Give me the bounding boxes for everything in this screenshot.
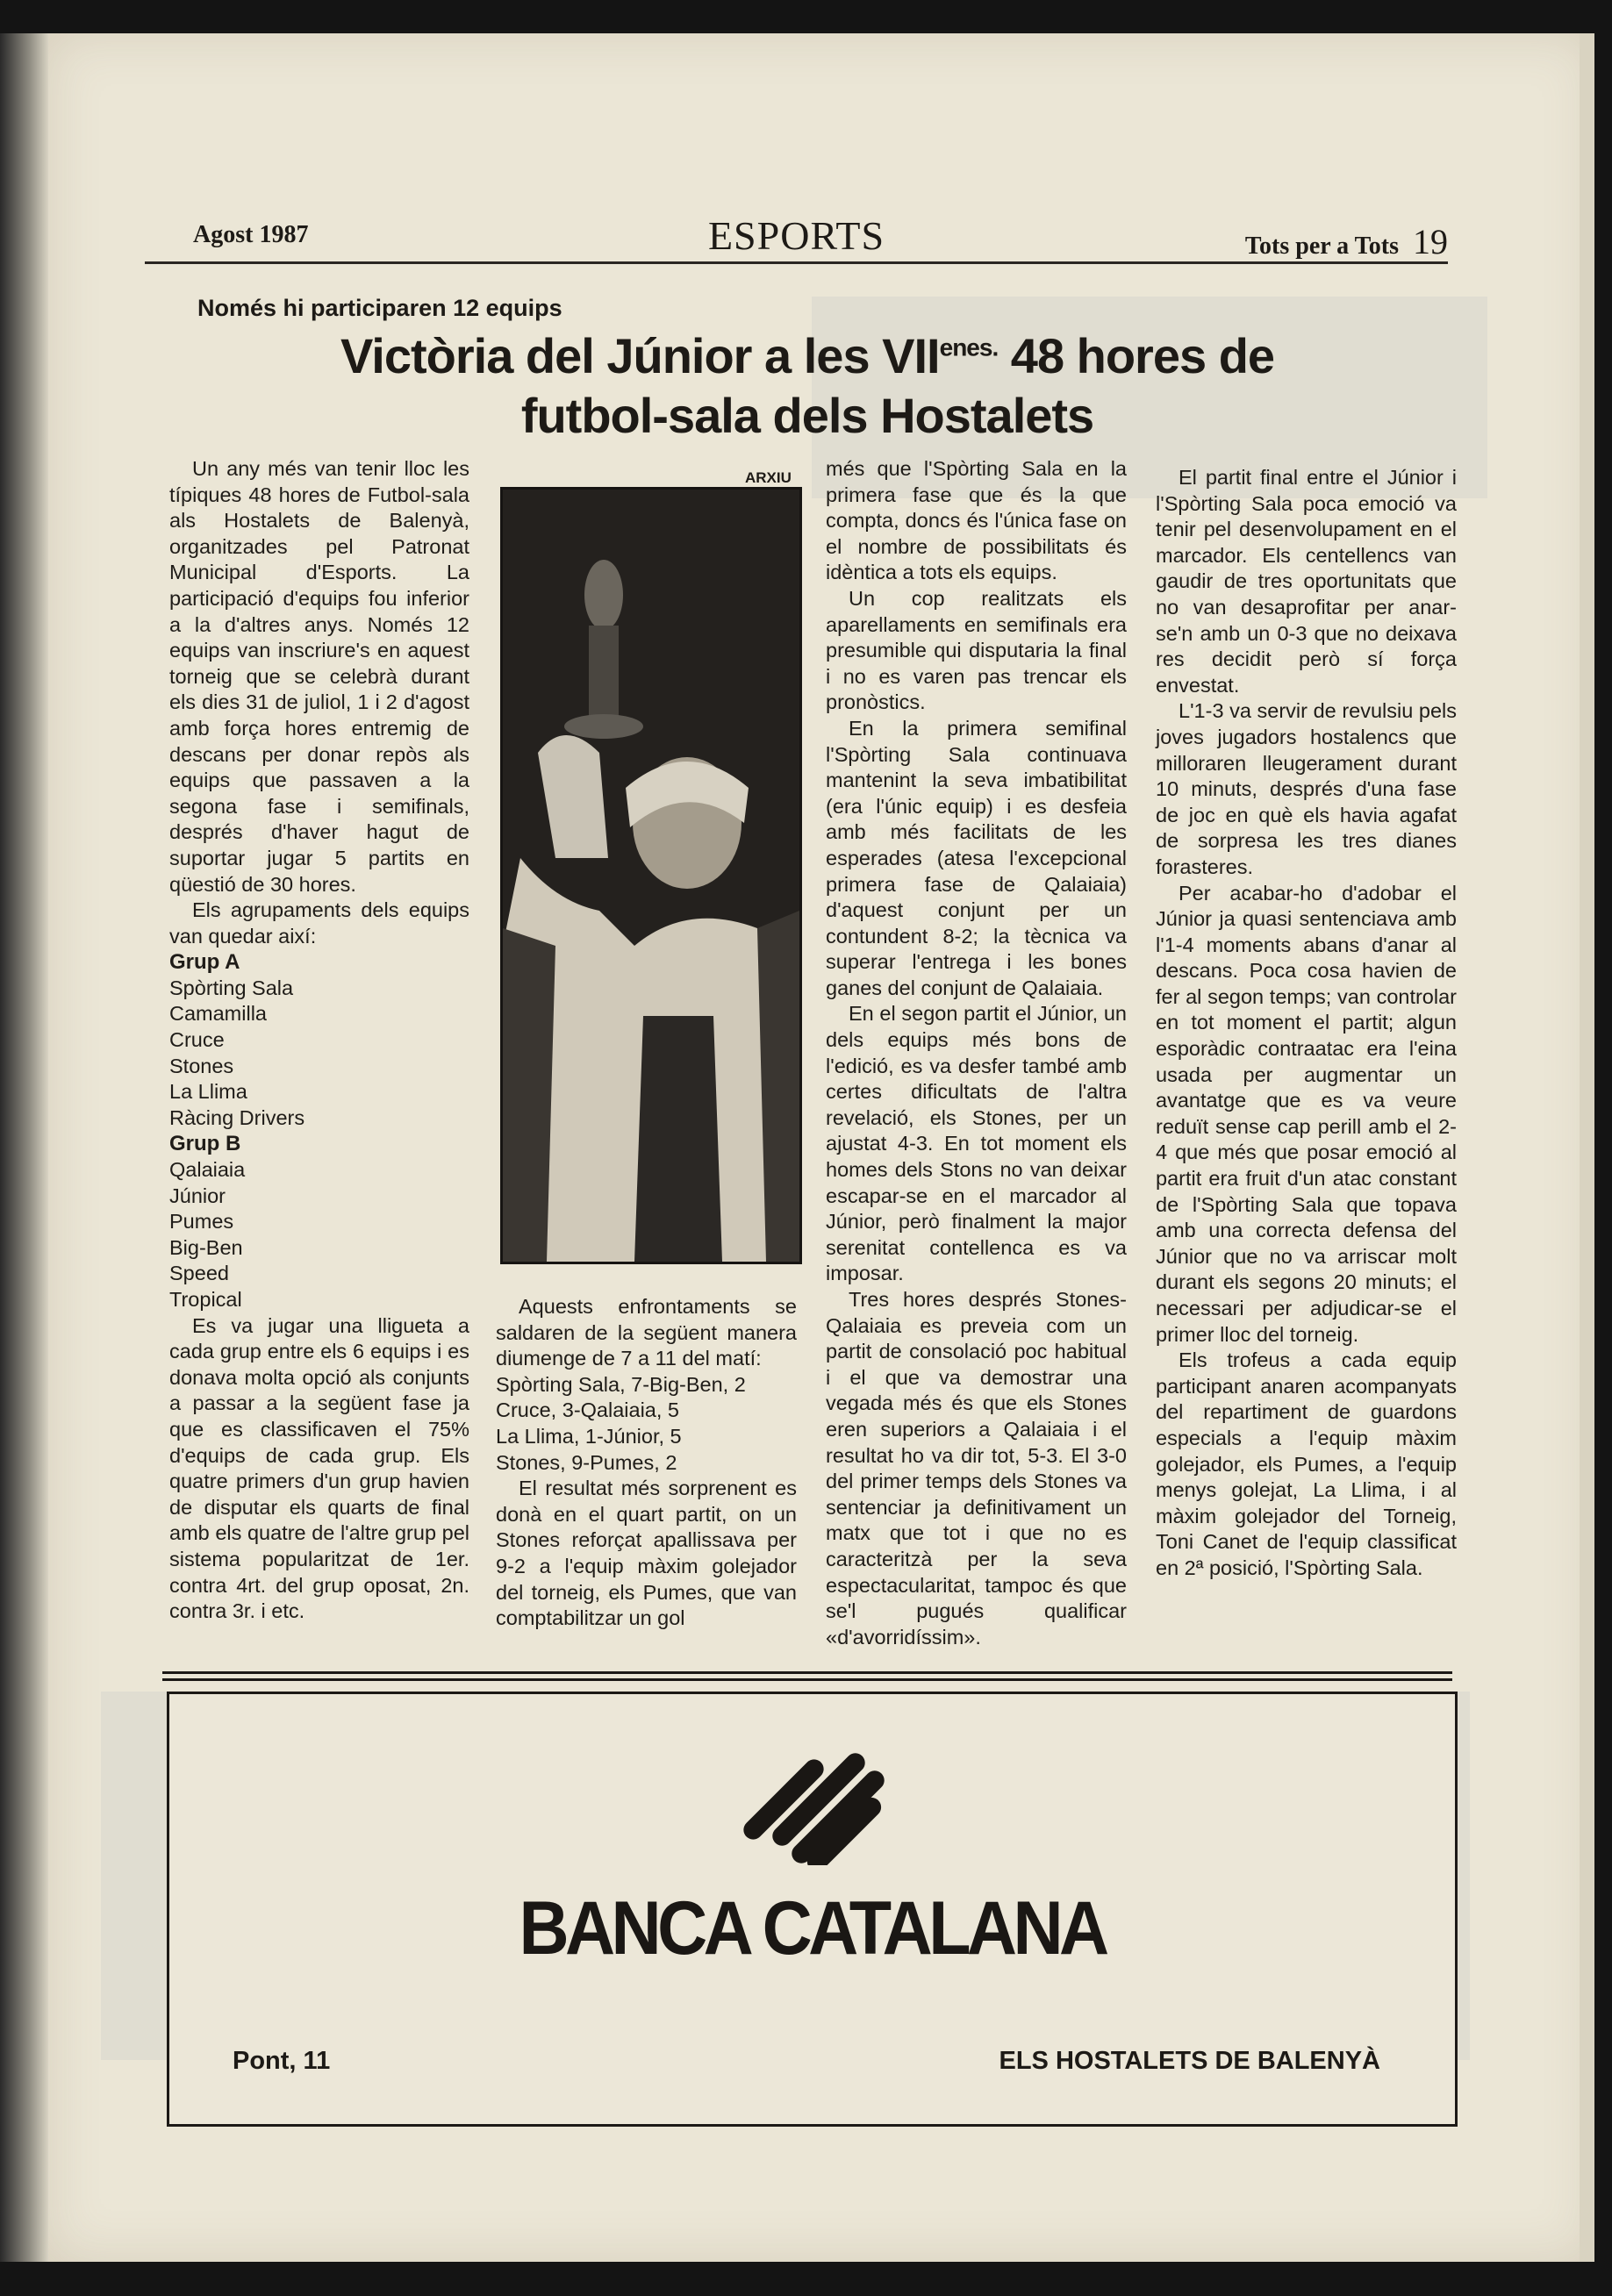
list-item: Speed — [169, 1262, 229, 1285]
section-title: ESPORTS — [707, 213, 885, 258]
paragraph: El partit final entre el Júnior i l'Spòrting Sala poca emoció va tenir pel desenvolupament en el marcador. Els centellencs van gaudir de tres oportunitats que no van desaprofitar per anar-se'n amb un 0-3 que no deixava res decidit però sí força envestat. — [1156, 466, 1457, 697]
paragraph: Aquests enfrontaments se saldaren de la següent manera diumenge de 7 a 11 del matí: — [496, 1295, 797, 1370]
trophy-photo — [500, 487, 802, 1264]
list-item: Tropical — [169, 1288, 242, 1311]
list-item: Spòrting Sala, 7-Big-Ben, 2 — [496, 1372, 746, 1396]
list-item: La Llima — [169, 1080, 247, 1104]
list-item: Stones, 9-Pumes, 2 — [496, 1450, 677, 1474]
list-item: La Llima, 1-Júnior, 5 — [496, 1424, 682, 1448]
bank-town: ELS HOSTALETS DE BALENYÀ — [999, 2047, 1380, 2075]
publication-info — [1245, 221, 1448, 262]
paragraph: Un cop realitzats els aparellaments en semifinals era presumible qui disputaria la final i no es varen pas trencar els pronòstics. — [826, 586, 1127, 714]
paragraph: Es va jugar una lligueta a cada grup entre els 6 equips i es donava molta opció als conjunts a passar a la següent fase ja que es classificaven el 75% d'equips de cada grup. Els quatre primers d'un grup havien de disputar els quarts de final amb els quatre de l'altre grup pel sistema popularitzat de 1er. contra 4rt. del grup oposat, 2n. contra 3r. i etc. — [169, 1313, 469, 1623]
paragraph: L'1-3 va servir de revulsiu pels joves jugadors hostalencs que milloraren lleugerament durant 10 minuts, després d'una fase de joc en què els havia agafat de sorpresa les tres dianes forasteres. — [1156, 699, 1457, 878]
divider-rules — [162, 1671, 1452, 1685]
list-item: Spòrting Sala — [169, 976, 294, 999]
headline-text-3: futbol-sala dels Hostalets — [520, 388, 1094, 443]
group-a-title: Grup A — [169, 950, 240, 975]
list-item: Cruce, 3-Qalaiaia, 5 — [496, 1398, 679, 1422]
paragraph: Els agrupaments dels equips van quedar així: — [169, 898, 469, 948]
group-a-list — [169, 949, 469, 1131]
issue-date: Agost 1987 — [193, 221, 309, 248]
paragraph: En la primera semifinal l'Spòrting Sala continuava mantenint la seva imbatibilitat (era l'únic equip) i es desfeia amb més facilitats de les esperades (atesa l'excepcional primera fase de Qalaiaia) d'aquest conjunt per un contundent 8-2; la tècnica va superar l'entrega i les bones ganes del conjunt de Qalaiaia. — [826, 716, 1127, 999]
article-column-2 — [496, 1294, 797, 1632]
list-item: Stones — [169, 1054, 234, 1077]
list-item: Cruce — [169, 1028, 225, 1052]
group-b-list — [169, 1131, 469, 1313]
paragraph: El resultat més sorprenent es donà en el quart partit, on un Stones reforçat apallissava per 9-2 a l'equip màxim golejador del torneig, els Pumes, que van comptabilitzar un gol — [496, 1477, 797, 1630]
bank-advertisement — [167, 1692, 1458, 2127]
list-item: Camamilla — [169, 1002, 267, 1026]
bank-address: Pont, 11 — [233, 2047, 331, 2075]
paragraph: més que l'Spòrting Sala en la primera fase que és la que compta, doncs és l'única fase on el nombre de possibilitats és idèntica a tots els equips. — [826, 457, 1127, 584]
list-item: Pumes — [169, 1210, 234, 1234]
bank-name: BANCA CATALANA — [519, 1886, 1106, 1971]
banca-catalana-logo-icon — [738, 1742, 887, 1865]
list-item: Ràcing Drivers — [169, 1105, 305, 1129]
article-column-1 — [169, 456, 469, 1625]
article-headline — [193, 326, 1422, 446]
binding-spine — [0, 33, 48, 2262]
article-kicker: Només hi participaren 12 equips — [197, 295, 562, 321]
paragraph: Els trofeus a cada equip participant anaren acompanyats del repartiment de guardons especials a l'equip màxim golejador, els Pumes, a l'equip menys golejat, La Llima, i al màxim golejador del Torneig, Toni Canet de l'equip classificat en 2ª posició, l'Spòrting Sala. — [1156, 1348, 1457, 1579]
page-number: 19 — [1413, 222, 1448, 261]
group-b-title: Grup B — [169, 1132, 241, 1156]
article-column-4 — [1156, 465, 1457, 1582]
list-item: Big-Ben — [169, 1235, 243, 1259]
list-item: Qalaiaia — [169, 1158, 246, 1182]
paragraph: Tres hores després Stones-Qalaiaia es preveia com un partit de consolació poc habitual i el que va demostrar una vegada més és que els Stones eren superiors a Qalaiaia i el resultat ho va dir tot, 5-3. El 3-0 del primer temps dels Stones va sentenciar ja definitivament un matx que tot i que no es caracteritzà per la seva espectacularitat, tampoc és que se'l pugués qualificar «d'avorridíssim». — [826, 1288, 1127, 1649]
headline-text-2: 48 hores de — [998, 328, 1275, 383]
paragraph: Un any més van tenir lloc les típiques 48 hores de Futbol-sala als Hostalets de Balenyà, organitzades pel Patronat Municipal d'Esports. La participació d'equips fou inferior a la d'altres anys. Només 12 equips van inscriure's en aquest torneig que se celebrà durant els dies 31 de juliol, 1 i 2 d'agost amb força hores entremig de descans per donar repòs als equips que passaven a la segona fase i semifinals, després d'haver hagut de suportar jugar 5 partits en qüestió de 30 hores. — [169, 457, 469, 896]
article-column-3 — [826, 456, 1127, 1650]
page-edge — [1580, 33, 1594, 2262]
publication-name: Tots per a Tots — [1244, 232, 1399, 260]
paragraph: Per acabar-ho d'adobar el Júnior ja quasi sentenciava amb l'1-4 moments abans d'anar al descans. Poca cosa havien de fer al segon temps; van controlar en tot moment el partit; algun esporàdic contraatac era l'eina usada per augmentar un avantatge que es va veure reduït sense cap perill amb el 2-4 que més que posar emoció al partit era fruit d'un atac constant de l'Spòrting Sala que topava amb una correcta defensa del Júnior que no va arriscar molt durant els segons 20 minuts; el necessari per adjudicar-se el primer lloc del torneig. — [1156, 881, 1457, 1346]
headline-text-1: Victòria del Júnior a les VII — [340, 328, 940, 383]
page-header — [145, 213, 1448, 264]
list-item: Júnior — [169, 1184, 226, 1207]
paragraph: En el segon partit el Júnior, un dels equips més bons de l'edició, es va desfer també amb certes dificultats de l'altra revelació, els Stones, per un ajustat 4-3. En tot moment els homes dels Stons no van deixar escapar-se en el marcador al Júnior, però finalment la major serenitat contellenca es va imposar. — [826, 1002, 1127, 1285]
photo-credit: ARXIU — [745, 469, 792, 486]
results-list — [496, 1372, 797, 1476]
headline-superscript: enes. — [939, 333, 999, 361]
